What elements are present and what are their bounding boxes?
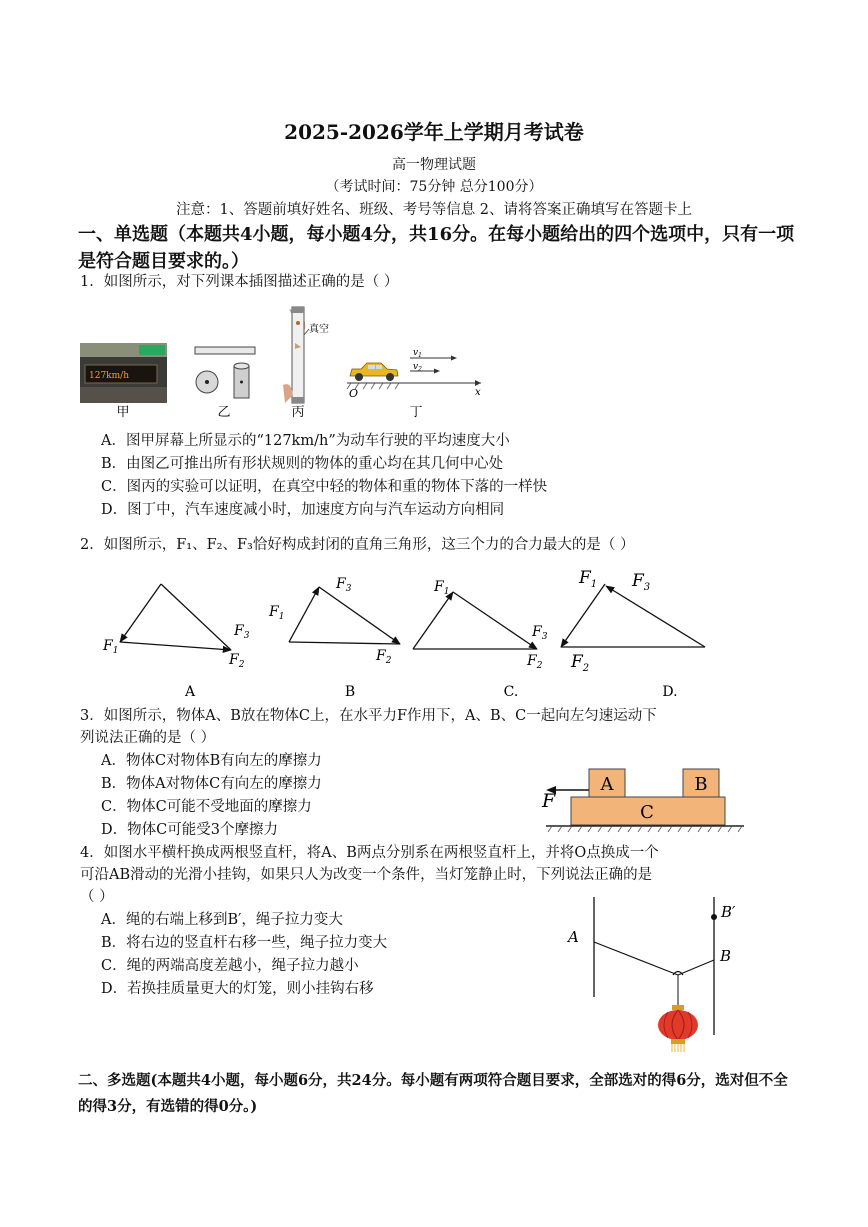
q2-a-f2: F bbox=[229, 652, 239, 668]
exam-subtitle: 高一物理试题 bbox=[392, 157, 476, 173]
q1-option-b: B．由图乙可推出所有形状规则的物体的重心均在其几何中心处 bbox=[101, 456, 504, 472]
q1-vacuum-label: 真空 bbox=[309, 324, 329, 335]
svg-text:v1: $v_1$ bbox=[413, 348, 422, 359]
q4-stem-line3: （ ） bbox=[80, 889, 114, 905]
exam-time: （考试时间：75分钟 总分100分） bbox=[325, 179, 543, 195]
q2-c-f1: F bbox=[434, 579, 444, 595]
q4-option-a: A．绳的右端上移到B′，绳子拉力变大 bbox=[101, 912, 343, 928]
q4-label-bp: B′ bbox=[721, 903, 736, 921]
svg-text:F1: $F_1$ bbox=[103, 638, 119, 656]
q3-stem-line1: 3．如图所示，物体A、B放在物体C上，在水平力F作用下，A、B、C一起向左匀速运动下 bbox=[80, 708, 657, 724]
svg-text:F2: $F_2$ bbox=[527, 653, 543, 671]
q3-block-a: A bbox=[600, 774, 614, 795]
svg-text:F2: $F_2$ bbox=[571, 652, 590, 674]
q4-option-b: B．将右边的竖直杆右移一些，绳子拉力变大 bbox=[101, 935, 388, 951]
q2-label-c: C. bbox=[503, 684, 519, 700]
q4-figure bbox=[560, 895, 760, 1057]
q4-option-d: D．若换挂质量更大的灯笼，则小挂钩右移 bbox=[101, 981, 374, 997]
q4-option-c: C．绳的两端高度差越小，绳子拉力越小 bbox=[101, 958, 359, 974]
q3-option-a: A．物体C对物体B有向左的摩擦力 bbox=[101, 753, 322, 769]
q2-d-f3: F bbox=[632, 571, 644, 591]
q3-force-f: F bbox=[542, 790, 556, 812]
q2-c-f3: F bbox=[532, 624, 542, 640]
q1-origin-label: O bbox=[349, 387, 359, 400]
svg-text:F3: $F_3$ bbox=[532, 624, 548, 642]
q4-label-a: A bbox=[568, 928, 579, 946]
q2-c-f2: F bbox=[527, 653, 537, 669]
q1-fig-jia-photo bbox=[80, 343, 167, 403]
q1-x-label: x bbox=[475, 387, 481, 398]
svg-text:F1: $F_1$ bbox=[269, 604, 285, 622]
q2-triangle-d bbox=[561, 584, 705, 647]
q2-figure bbox=[95, 562, 735, 704]
q2-b-f1: F bbox=[269, 604, 279, 620]
svg-text:F3: $F_3$ bbox=[336, 576, 352, 594]
q1-option-a: A．图甲屏幕上所显示的“127km/h”为动车行驶的平均速度大小 bbox=[101, 433, 510, 449]
q2-triangle-c bbox=[413, 592, 537, 649]
q1-figure bbox=[79, 303, 482, 421]
svg-text:F2: $F_2$ bbox=[229, 652, 245, 670]
q2-triangle-b bbox=[289, 587, 400, 644]
q1-fig-yi bbox=[195, 347, 255, 398]
q3-stem-line2: 列说法正确的是（ ） bbox=[80, 730, 216, 746]
q1-label-ding: 丁 bbox=[409, 405, 423, 420]
q2-a-f1: F bbox=[103, 638, 113, 654]
svg-text:F1: $F_1$ bbox=[434, 579, 450, 597]
q2-d-f1: F bbox=[579, 568, 591, 588]
q1-v2-label: v bbox=[413, 362, 419, 372]
q4-stem-line2: 可沿AB滑动的光滑小挂钩，如果只人为改变一个条件，当灯笼静止时，下列说法正确的是 bbox=[80, 867, 653, 883]
q1-label-jia: 甲 bbox=[116, 405, 130, 420]
q3-figure bbox=[538, 765, 748, 837]
svg-text:F1: $F_1$ bbox=[579, 568, 598, 590]
q1-label-bing: 丙 bbox=[291, 405, 305, 420]
section2-heading: 二、多选题(本题共4小题，每小题6分，共24分。每小题有两项符合题目要求，全部选对的得6分，选对但不全的得3分，有选错的得0分。) bbox=[78, 1072, 788, 1115]
q2-b-f3: F bbox=[336, 576, 346, 592]
q3-option-d: D．物体C可能受3个摩擦力 bbox=[101, 822, 278, 838]
q2-d-f2: F bbox=[571, 652, 583, 672]
q4-label-b: B bbox=[720, 947, 732, 965]
q3-block-c: C bbox=[640, 802, 654, 823]
q1-fig-ding-car bbox=[347, 348, 481, 400]
q2-stem: 2．如图所示，F₁、F₂、F₃恰好构成封闭的直角三角形，这三个力的合力最大的是（ ） bbox=[80, 537, 635, 553]
q1-v1-label: v bbox=[413, 348, 419, 358]
q3-option-b: B．物体A对物体C有向左的摩擦力 bbox=[101, 776, 322, 792]
q1-label-yi: 乙 bbox=[217, 405, 231, 420]
q2-label-a: A bbox=[184, 684, 196, 700]
svg-text:F3: $F_3$ bbox=[632, 571, 651, 593]
q2-label-b: B bbox=[344, 684, 356, 700]
q2-triangle-a bbox=[120, 584, 231, 650]
svg-text:F3: $F_3$ bbox=[234, 623, 250, 641]
section1-heading: 一、单选题（本题共4小题，每小题4分，共16分。在每小题给出的四个选项中，只有一项是符合题目要求的。） bbox=[78, 224, 795, 272]
exam-title: 2025-2026学年上学期月考试卷 bbox=[284, 120, 584, 144]
q2-label-d: D. bbox=[662, 684, 678, 700]
lantern-icon bbox=[658, 1005, 698, 1052]
q1-fig-bing-tube bbox=[283, 307, 329, 403]
q2-b-f2: F bbox=[376, 648, 386, 664]
q1-screen-text: 127km/h bbox=[89, 371, 129, 381]
q3-block-b: B bbox=[694, 774, 708, 795]
svg-text:F2: $F_2$ bbox=[376, 648, 392, 666]
q1-option-c: C．图丙的实验可以证明，在真空中轻的物体和重的物体下落的一样快 bbox=[101, 479, 548, 495]
q4-stem-line1: 4．如图水平横杆换成两根竖直杆，将A、B两点分别系在两根竖直杆上，并将O点换成一个 bbox=[80, 845, 659, 861]
q2-a-f3: F bbox=[234, 623, 244, 639]
q1-option-d: D．图丁中，汽车速度减小时，加速度方向与汽车运动方向相同 bbox=[101, 502, 505, 518]
q3-option-c: C．物体C可能不受地面的摩擦力 bbox=[101, 799, 312, 815]
q1-stem: 1．如图所示，对下列课本插图描述正确的是（ ） bbox=[80, 274, 399, 290]
svg-text:v2: $v_2$ bbox=[413, 362, 422, 373]
exam-notice: 注意：1、答题前填好姓名、班级、考号等信息 2、请将答案正确填写在答题卡上 bbox=[175, 202, 693, 218]
